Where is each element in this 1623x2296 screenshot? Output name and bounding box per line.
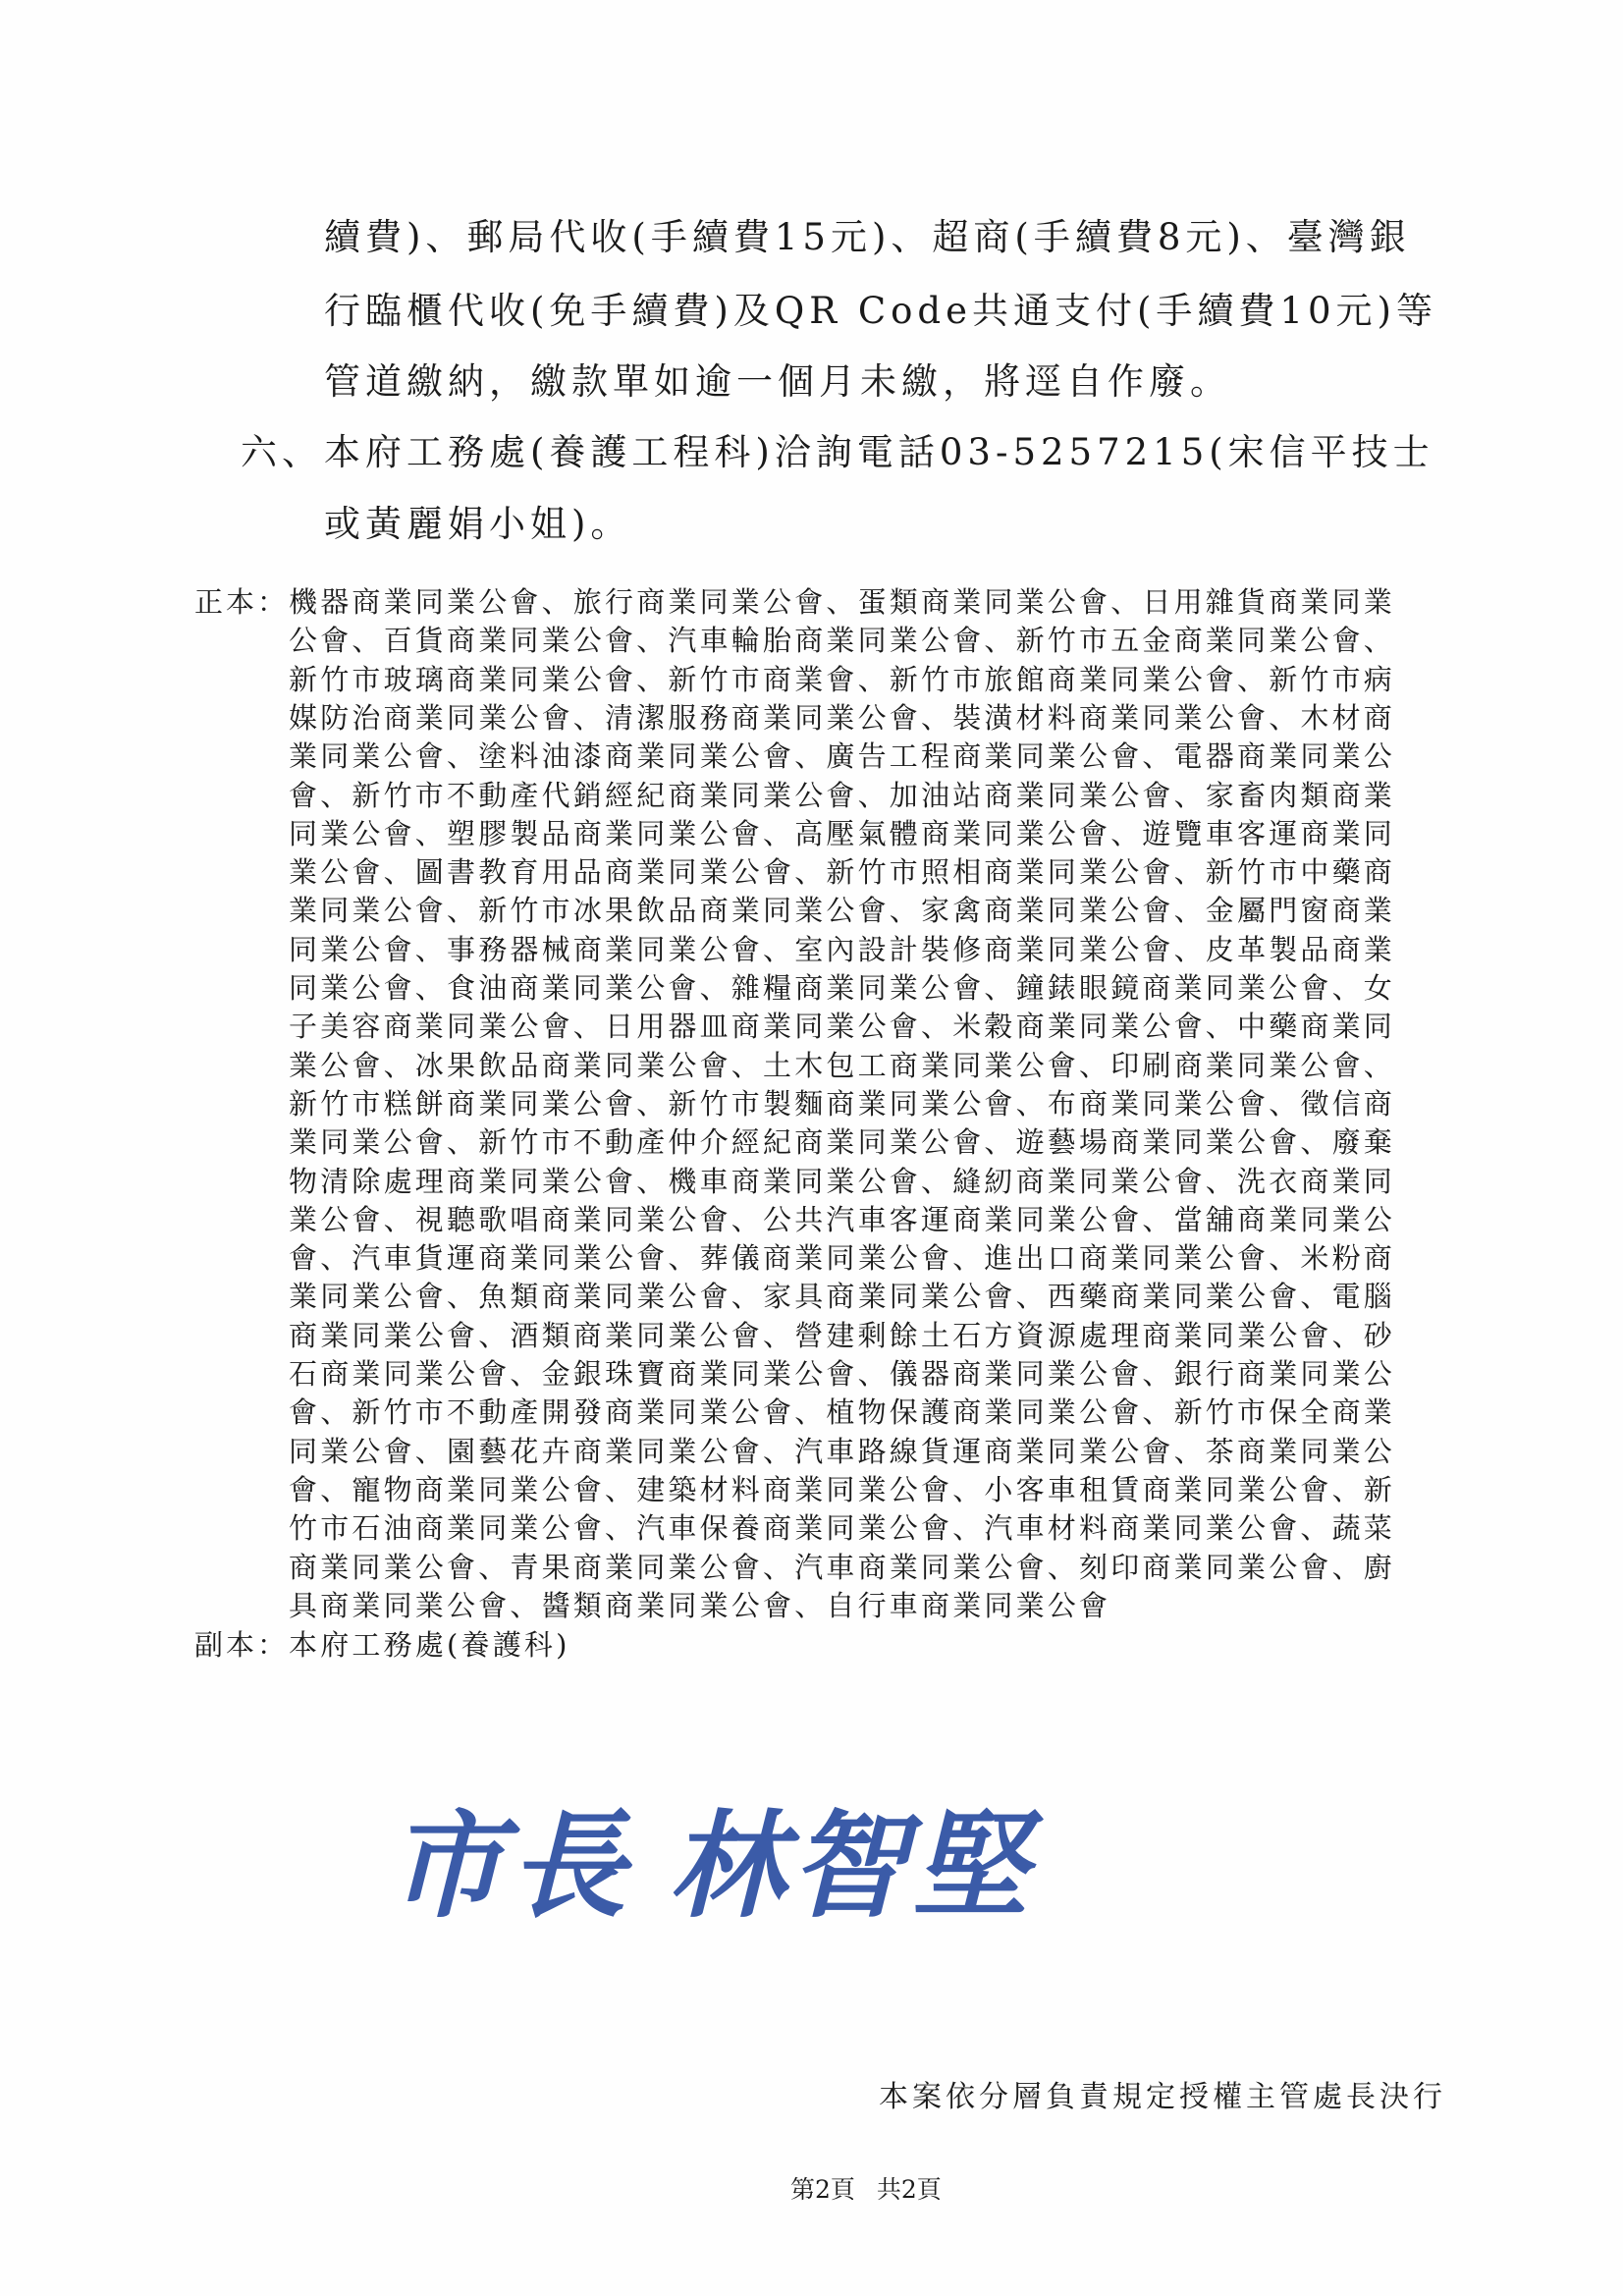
- primary-recipients-label: 正本：: [194, 585, 290, 619]
- item-number: 六、: [241, 431, 323, 473]
- recipient-line: 物清除處理商業同業公會、機車商業同業公會、縫紉商業同業公會、洗衣商業同: [289, 1164, 1396, 1198]
- body-line: 本府工務處(養護工程科)洽詢電話03-5257215(宋信平技士: [324, 431, 1434, 473]
- recipient-line: 公會、百貨商業同業公會、汽車輪胎商業同業公會、新竹市五金商業同業公會、: [289, 624, 1396, 658]
- signature-title: 市長: [388, 1797, 632, 1934]
- recipient-line: 同業公會、塑膠製品商業同業公會、高壓氣體商業同業公會、遊覽車客運商業同: [289, 816, 1396, 850]
- recipient-line: 業同業公會、魚類商業同業公會、家具商業同業公會、西藥商業同業公會、電腦: [289, 1280, 1396, 1314]
- body-line: 或黃麗娟小姐)。: [324, 503, 632, 545]
- mayor-signature: [388, 1773, 1034, 1940]
- recipient-line: 同業公會、事務器械商業同業公會、室內設計裝修商業同業公會、皮革製品商業: [289, 932, 1396, 966]
- recipient-line: 具商業同業公會、醬類商業同業公會、自行車商業同業公會: [289, 1588, 1111, 1622]
- recipient-line: 同業公會、食油商業同業公會、雜糧商業同業公會、鐘錶眼鏡商業同業公會、女: [289, 971, 1396, 1005]
- recipient-line: 子美容商業同業公會、日用器皿商業同業公會、米穀商業同業公會、中藥商業同: [289, 1010, 1396, 1044]
- recipient-line: 媒防治商業同業公會、清潔服務商業同業公會、裝潢材料商業同業公會、木材商: [289, 700, 1396, 735]
- recipient-line: 業公會、冰果飲品商業同業公會、土木包工商業同業公會、印刷商業同業公會、: [289, 1048, 1396, 1082]
- copy-recipients: 本府工務處(養護科): [289, 1628, 570, 1662]
- recipient-line: 會、新竹市不動產代銷經紀商業同業公會、加油站商業同業公會、家畜肉類商業: [289, 778, 1396, 812]
- recipient-line: 會、寵物商業同業公會、建築材料商業同業公會、小客車租賃商業同業公會、新: [289, 1472, 1396, 1506]
- recipient-line: 業同業公會、塗料油漆商業同業公會、廣告工程商業同業公會、電器商業同業公: [289, 739, 1396, 774]
- recipient-line: 石商業同業公會、金銀珠寶商業同業公會、儀器商業同業公會、銀行商業同業公: [289, 1357, 1396, 1391]
- body-line: 續費)、郵局代收(手續費15元)、超商(手續費8元)、臺灣銀: [324, 216, 1411, 258]
- recipient-line: 會、新竹市不動產開發商業同業公會、植物保護商業同業公會、新竹市保全商業: [289, 1395, 1396, 1430]
- recipient-line: 商業同業公會、酒類商業同業公會、營建剩餘土石方資源處理商業同業公會、砂: [289, 1318, 1396, 1352]
- recipient-line: 業公會、圖書教育用品商業同業公會、新竹市照相商業同業公會、新竹市中藥商: [289, 855, 1396, 890]
- recipient-line: 竹市石油商業同業公會、汽車保養商業同業公會、汽車材料商業同業公會、蔬菜: [289, 1511, 1396, 1546]
- copy-recipients-label: 副本：: [194, 1628, 290, 1662]
- recipient-line: 同業公會、園藝花卉商業同業公會、汽車路線貨運商業同業公會、茶商業同業公: [289, 1434, 1396, 1468]
- body-line: 行臨櫃代收(免手續費)及QR Code共通支付(手續費10元)等: [324, 290, 1437, 332]
- recipient-line: 業公會、視聽歌唱商業同業公會、公共汽車客運商業同業公會、當舖商業同業公: [289, 1202, 1396, 1236]
- signature-name: 林智堅: [669, 1797, 1035, 1934]
- recipient-line: 會、汽車貨運商業同業公會、葬儀商業同業公會、進出口商業同業公會、米粉商: [289, 1241, 1396, 1276]
- recipient-line: 商業同業公會、青果商業同業公會、汽車商業同業公會、刻印商業同業公會、廚: [289, 1550, 1396, 1584]
- recipient-line: 機器商業同業公會、旅行商業同業公會、蛋類商業同業公會、日用雜貨商業同業: [289, 585, 1396, 619]
- recipient-line: 業同業公會、新竹市冰果飲品商業同業公會、家禽商業同業公會、金屬門窗商業: [289, 894, 1396, 928]
- recipient-line: 新竹市玻璃商業同業公會、新竹市商業會、新竹市旅館商業同業公會、新竹市病: [289, 662, 1396, 696]
- total-pages: 共2頁: [876, 2175, 942, 2204]
- recipient-line: 新竹市糕餅商業同業公會、新竹市製麵商業同業公會、布商業同業公會、徵信商: [289, 1086, 1396, 1121]
- body-line: 管道繳納，繳款單如逾一個月未繳，將逕自作廢。: [324, 360, 1231, 403]
- page-number: [790, 2170, 942, 2206]
- recipient-line: 業同業公會、新竹市不動產仲介經紀商業同業公會、遊藝場商業同業公會、廢棄: [289, 1125, 1396, 1160]
- current-page: 第2頁: [790, 2175, 855, 2204]
- authority-note: 本案依分層負責規定授權主管處長決行: [879, 2080, 1446, 2114]
